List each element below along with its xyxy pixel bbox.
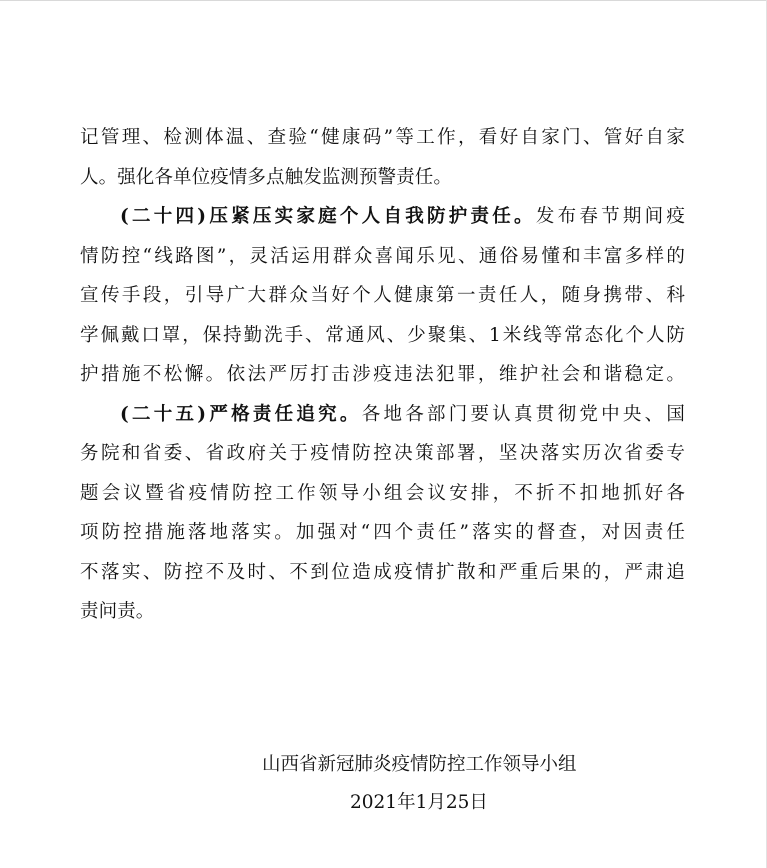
- text-line: [80, 197, 685, 237]
- text-run: 各地各部门要认真贯彻党中央、国: [361, 403, 685, 425]
- text-line: 情防控“线路图”，灵活运用群众喜闻乐见、通俗易懂和丰富多样的: [80, 245, 685, 267]
- issue-date: 2021年1月25日: [350, 792, 488, 813]
- text-line: 记管理、检测体温、查验“健康码”等工作，看好自家门、管好自家: [80, 127, 685, 148]
- page-top-border: [0, 0, 767, 1]
- paragraph-item-25: [80, 395, 685, 632]
- text-line: 不落实、防控不及时、不到位造成疫情扩散和严重后果的，严肃追: [80, 561, 685, 583]
- text-line: 项防控措施落地落实。加强对“四个责任”落实的督查，对因责任: [80, 522, 685, 543]
- section-heading-25: (二十五)严格责任追究。: [120, 403, 362, 425]
- text-line: 题会议暨省疫情防控工作领导小组会议安排，不折不扣地抓好各: [80, 482, 685, 504]
- text-line: 责问责。: [80, 601, 155, 622]
- section-heading-24: (二十四)压紧压实家庭个人自我防护责任。: [120, 206, 536, 227]
- text-line: 人。强化各单位疫情多点触发监测预警责任。: [80, 166, 453, 188]
- document-body: [80, 118, 685, 632]
- paragraph-item-24: [80, 197, 685, 395]
- text-line: 宣传手段，引导广大群众当好个人健康第一责任人，随身携带、科: [80, 285, 685, 306]
- text-run: 发布春节期间疫: [535, 206, 686, 227]
- text-line: [80, 395, 685, 435]
- text-line: 务院和省委、省政府关于疫情防控决策部署，坚决落实历次省委专: [80, 443, 685, 464]
- paragraph-continuation: [80, 118, 685, 197]
- text-line: 护措施不松懈。依法严厉打击涉疫违法犯罪，维护社会和谐稳定。: [80, 364, 685, 385]
- issuing-organization: 山西省新冠肺炎疫情防控工作领导小组: [262, 754, 577, 775]
- text-line: 学佩戴口罩，保持勤洗手、常通风、少聚集、1米线等常态化个人防: [80, 324, 685, 346]
